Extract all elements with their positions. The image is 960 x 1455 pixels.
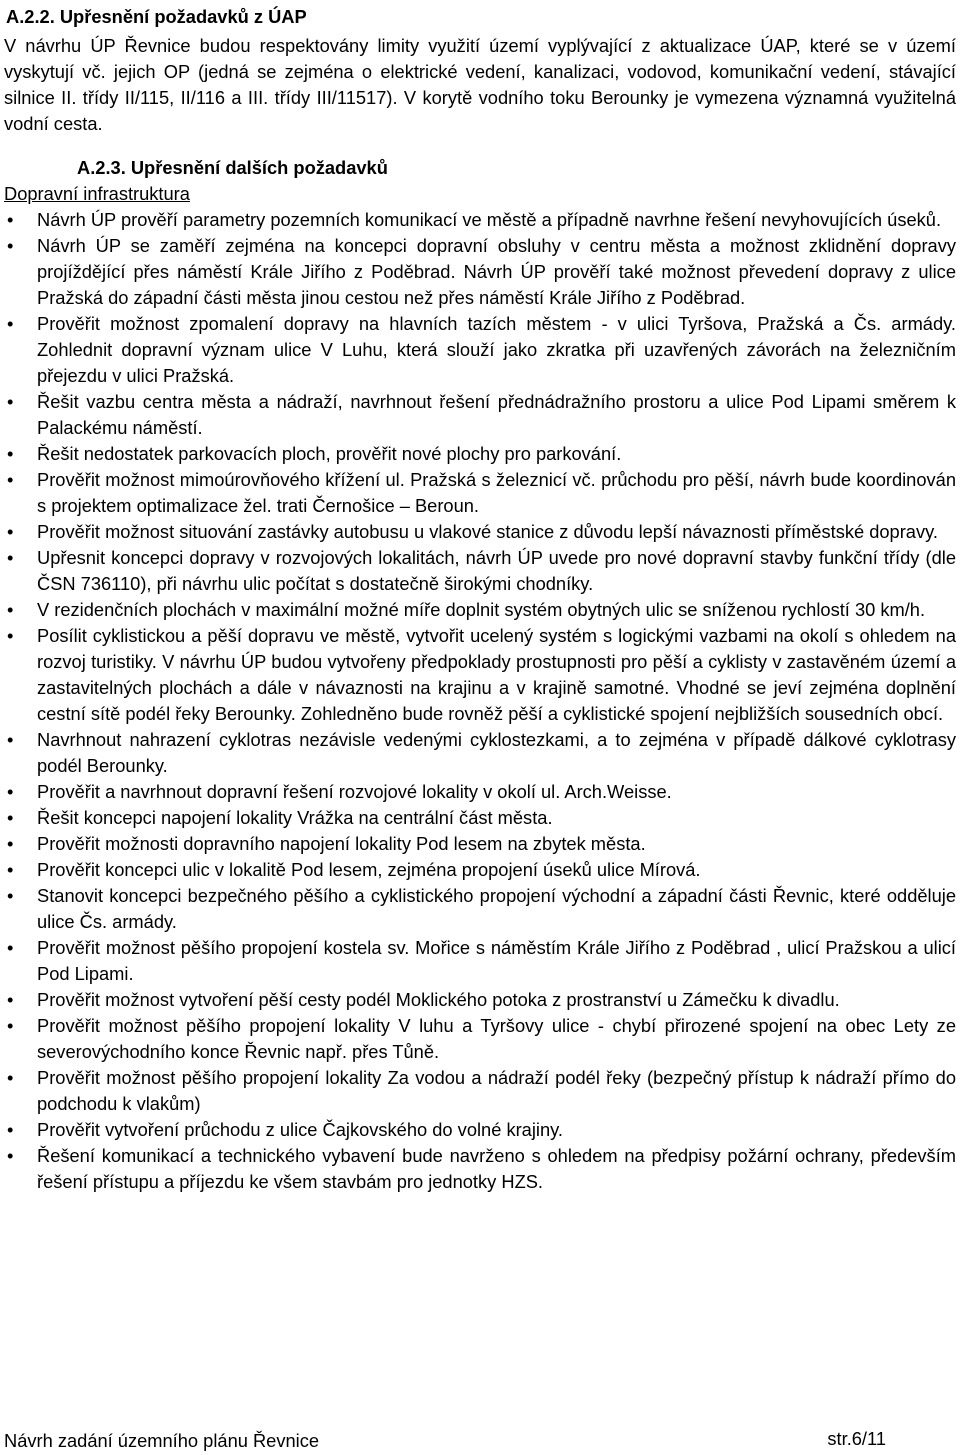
subheading-transport-infrastructure: Dopravní infrastruktura — [4, 183, 190, 204]
list-item — [4, 857, 956, 883]
bullet-icon: • — [7, 469, 14, 490]
bullet-icon: • — [7, 989, 14, 1010]
list-item — [4, 935, 956, 987]
list-item-text: Prověřit možnost pěšího propojení lokality Za vodou a nádraží podél řeky (bezpečný přístup k nádraží přímo do podchodu k vlakům) — [37, 1067, 956, 1114]
bullet-icon: • — [7, 1119, 14, 1140]
list-item-text: Řešit nedostatek parkovacích ploch, prověřit nové plochy pro parkování. — [37, 443, 622, 464]
bullet-icon: • — [7, 807, 14, 828]
list-item — [4, 1013, 956, 1065]
bullet-icon: • — [7, 885, 14, 906]
list-item-text: Prověřit možnost mimoúrovňového křížení ul. Pražská s železnicí vč. průchodu pro pěší, návrh bude koordinován s projektem optimalizace žel. trati Černošice – Beroun. — [37, 469, 956, 516]
list-item-text: Prověřit možnost situování zastávky autobusu u vlakové stanice z důvodu lepší návaznosti příměstské dopravy. — [37, 521, 938, 542]
bullet-icon: • — [7, 391, 14, 412]
list-item-text: Návrh ÚP se zaměří zejména na koncepci dopravní obsluhy v centru města a možnost zklidnění dopravy projíždějící přes náměstí Krále Jiřího z Poděbrad. Návrh ÚP prověří také možnost převedení dopravy z ulice Pražská do západní části města jinou cestou než přes náměstí Krále Jiřího z Poděbrad. — [37, 235, 956, 308]
list-item — [4, 597, 956, 623]
list-item — [4, 519, 956, 545]
list-item-text: Navrhnout nahrazení cyklotras nezávisle vedenými cyklostezkami, a to zejména v případě dálkové cyklotrasy podél Berounky. — [37, 729, 956, 776]
list-item-text: Řešit koncepci napojení lokality Vrážka na centrální část města. — [37, 807, 553, 828]
list-item — [4, 1143, 956, 1195]
list-item — [4, 883, 956, 935]
list-item — [4, 441, 956, 467]
list-item — [4, 311, 956, 389]
bullet-icon: • — [7, 313, 14, 334]
bullet-icon: • — [7, 729, 14, 750]
list-item — [4, 1065, 956, 1117]
list-item-text: Prověřit vytvoření průchodu z ulice Čajkovského do volné krajiny. — [37, 1119, 564, 1140]
footer-page-number: str.6/11 — [827, 1428, 886, 1449]
list-item — [4, 389, 956, 441]
bullet-icon: • — [7, 209, 14, 230]
bullet-icon: • — [7, 443, 14, 464]
list-item — [4, 545, 956, 597]
list-item-text: Řešení komunikací a technického vybavení bude navrženo s ohledem na předpisy požární ochrany, především řešení přístupu a příjezdu ke všem stavbám pro jednotky HZS. — [37, 1145, 956, 1192]
footer-document-title: Návrh zadání územního plánu Řevnice — [4, 1430, 320, 1451]
list-item — [4, 1117, 956, 1143]
section-a22-heading: A.2.2. Upřesnění požadavků z ÚAP — [6, 6, 307, 27]
list-item-text: Prověřit možnost pěšího propojení lokality V luhu a Tyršovy ulice - chybí přirozené spojení na obec Lety ze severovýchodního konce Řevnic např. přes Tůně. — [37, 1015, 956, 1062]
list-item — [4, 233, 956, 311]
bullet-icon: • — [7, 859, 14, 880]
list-item — [4, 987, 956, 1013]
list-item-text: Prověřit koncepci ulic v lokalitě Pod lesem, zejména propojení úseků ulice Mírová. — [37, 859, 701, 880]
bullet-icon: • — [7, 833, 14, 854]
list-item-text: Řešit vazbu centra města a nádraží, navrhnout řešení přednádražního prostoru a ulice Pod Lipami směrem k Palackému náměstí. — [37, 391, 956, 438]
section-a22-paragraph: V návrhu ÚP Řevnice budou respektovány limity využití území vyplývající z aktualizace ÚAP, které se v území vyskytují vč. jejich OP (jedná se zejména o elektrické vedení, kanalizaci, vodovod, komunikační vedení, stávající silnice II. třídy II/115, II/116 a III. třídy III/11517). V korytě vodního toku Berounky je vymezena významná využitelná vodní cesta. — [4, 35, 956, 134]
list-item — [4, 805, 956, 831]
list-item — [4, 831, 956, 857]
list-item-text: Upřesnit koncepci dopravy v rozvojových lokalitách, návrh ÚP uvede pro nové dopravní stavby funkční třídy (dle ČSN 736110), při návrhu ulic počítat s dostatečně širokými chodníky. — [37, 547, 956, 594]
bullet-icon: • — [7, 1015, 14, 1036]
bullet-icon: • — [7, 235, 14, 256]
list-item-text: Prověřit a navrhnout dopravní řešení rozvojové lokality v okolí ul. Arch.Weisse. — [37, 781, 672, 802]
section-a23-heading: A.2.3. Upřesnění dalších požadavků — [77, 157, 388, 178]
bullet-icon: • — [7, 547, 14, 568]
bullet-icon: • — [7, 599, 14, 620]
list-item — [4, 727, 956, 779]
bullet-icon: • — [7, 1067, 14, 1088]
list-item-text: Prověřit možnost pěšího propojení kostela sv. Mořice s náměstím Krále Jiřího z Poděbrad , ulicí Pražskou a ulicí Pod Lipami. — [37, 937, 956, 984]
bullet-icon: • — [7, 781, 14, 802]
list-item-text: Prověřit možnost zpomalení dopravy na hlavních tazích městem - v ulici Tyršova, Pražská a Čs. armády. Zohlednit dopravní význam ulice V Luhu, která slouží jako zkratka při uzavřených závorách na železničním přejezdu v ulici Pražská. — [37, 313, 956, 386]
bullet-icon: • — [7, 937, 14, 958]
list-item — [4, 467, 956, 519]
list-item-text: V rezidenčních plochách v maximální možné míře doplnit systém obytných ulic se sníženou rychlostí 30 km/h. — [37, 599, 926, 620]
list-item-text: Prověřit možnosti dopravního napojení lokality Pod lesem na zbytek města. — [37, 833, 646, 854]
list-item-text: Prověřit možnost vytvoření pěší cesty podél Moklického potoka z prostranství u Zámečku k divadlu. — [37, 989, 840, 1010]
list-item-text: Návrh ÚP prověří parametry pozemních komunikací ve městě a případně navrhne řešení nevyhovujících úseků. — [37, 209, 942, 230]
list-item — [4, 207, 956, 233]
bullet-icon: • — [7, 625, 14, 646]
list-item — [4, 779, 956, 805]
list-item-text: Stanovit koncepci bezpečného pěšího a cyklistického propojení východní a západní části Řevnic, které odděluje ulice Čs. armády. — [37, 885, 956, 932]
list-item — [4, 623, 956, 727]
requirements-bullet-list — [4, 207, 956, 1195]
page-content — [4, 0, 956, 1195]
bullet-icon: • — [7, 521, 14, 542]
bullet-icon: • — [7, 1145, 14, 1166]
list-item-text: Posílit cyklistickou a pěší dopravu ve městě, vytvořit ucelený systém s logickými vazbami na okolí s ohledem na rozvoj turistiky. V návrhu ÚP budou vytvořeny předpoklady prostupnosti pro pěší a cyklisty v zastavěném území a zastavitelných plochách a dále v návaznosti na krajinu a v krajině samotné. Vhodné se jeví zejména doplnění cestní sítě podél řeky Berounky. Zohledněno bude rovněž pěší a cyklistické spojení nejbližších sousedních obcí. — [37, 625, 956, 724]
